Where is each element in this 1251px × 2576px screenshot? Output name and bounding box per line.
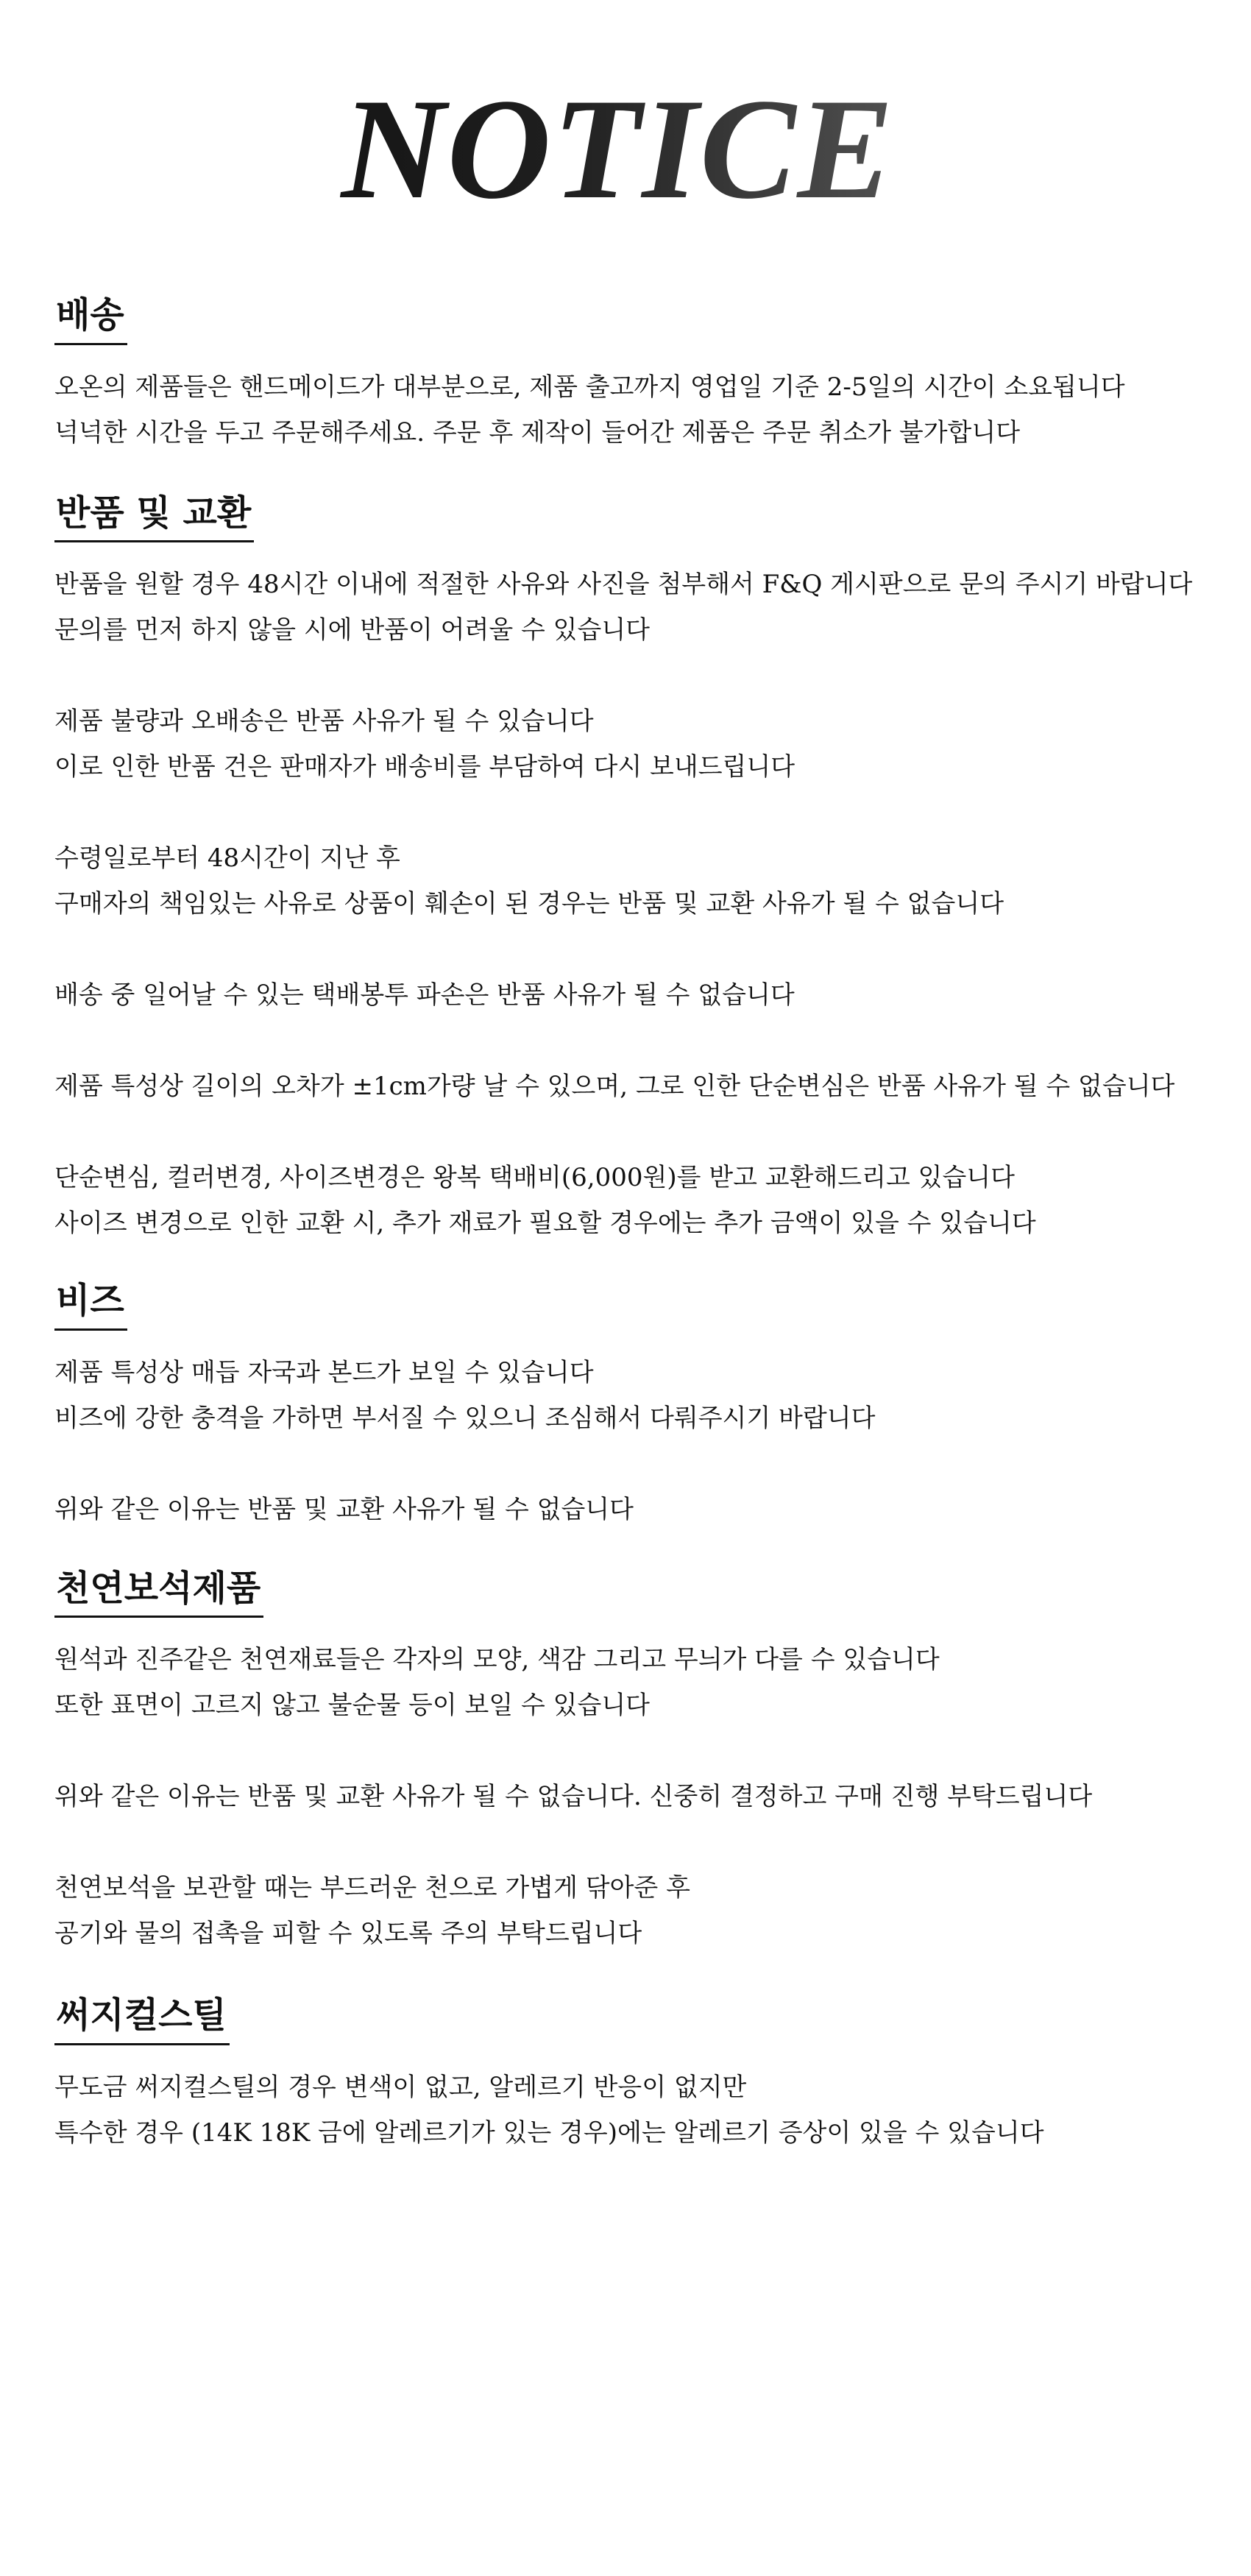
- section-heading-natural-gemstone: 천연보석제품: [54, 1568, 263, 1618]
- text-line: 제품 특성상 길이의 오차가 ±1cm가량 날 수 있으며, 그로 인한 단순변심은 반품 사유가 될 수 없습니다: [54, 1072, 1175, 1102]
- text-line: 문의를 먼저 하지 않을 시에 반품이 어려울 수 있습니다: [54, 615, 651, 645]
- text-line: 또한 표면이 고르지 않고 불순물 등이 보일 수 있습니다: [54, 1691, 651, 1721]
- paragraph: [54, 562, 1217, 653]
- text-line: 천연보석을 보관할 때는 부드러운 천으로 가볍게 닦아준 후: [54, 1873, 690, 1903]
- paragraph: [54, 1637, 1217, 1728]
- text-line: 제품 불량과 오배송은 반품 사유가 될 수 있습니다: [54, 707, 594, 737]
- section-heading-return-exchange: 반품 및 교환: [54, 492, 254, 543]
- paragraph: [54, 1155, 1217, 1246]
- text-line: 제품 특성상 매듭 자국과 본드가 보일 수 있습니다: [54, 1357, 594, 1387]
- paragraph: [54, 972, 1217, 1018]
- paragraph: [54, 2064, 1217, 2156]
- section-surgical-steel: [54, 1995, 1217, 2156]
- section-return-exchange: [54, 492, 1217, 1247]
- text-line: 비즈에 강한 충격을 가하면 부서질 수 있으니 조심해서 다뤄주시기 바랍니다: [54, 1403, 876, 1433]
- section-beads: [54, 1280, 1217, 1532]
- text-line: 사이즈 변경으로 인한 교환 시, 추가 재료가 필요할 경우에는 추가 금액이 있을 수 있습니다: [54, 1209, 1036, 1239]
- text-line: 넉넉한 시간을 두고 주문해주세요. 주문 후 제작이 들어간 제품은 주문 취소가 불가합니다: [54, 417, 1021, 447]
- text-line: 단순변심, 컬러변경, 사이즈변경은 왕복 택배비(6,000원)를 받고 교환해드리고 있습니다: [54, 1163, 1015, 1193]
- text-line: 오온의 제품들은 핸드메이드가 대부분으로, 제품 출고까지 영업일 기준 2-5일의 시간이 소요됩니다: [54, 372, 1125, 402]
- paragraph: [54, 1487, 1217, 1532]
- text-line: 반품을 원할 경우 48시간 이내에 적절한 사유와 사진을 첨부해서 F&Q 게시판으로 문의 주시기 바랍니다: [54, 570, 1193, 600]
- text-line: 특수한 경우 (14K 18K 금에 알레르기가 있는 경우)에는 알레르기 증상이 있을 수 있습니다: [54, 2117, 1044, 2148]
- paragraph: [54, 835, 1217, 927]
- section-heading-beads: 비즈: [54, 1280, 127, 1331]
- text-line: 위와 같은 이유는 반품 및 교환 사유가 될 수 없습니다: [54, 1494, 634, 1524]
- notice-title: NOTICE: [0, 77, 1244, 222]
- text-line: 이로 인한 반품 건은 판매자가 배송비를 부담하여 다시 보내드립니다: [54, 752, 795, 782]
- text-line: 공기와 물의 접촉을 피할 수 있도록 주의 부탁드립니다: [54, 1919, 642, 1949]
- paragraph: [54, 698, 1217, 790]
- section-natural-gemstone: [54, 1568, 1217, 1957]
- section-heading-shipping: 배송: [54, 294, 127, 345]
- paragraph: [54, 1774, 1217, 1819]
- text-line: 수령일로부터 48시간이 지난 후: [54, 843, 400, 874]
- text-line: 원석과 진주같은 천연재료들은 각자의 모양, 색감 그리고 무늬가 다를 수 있습니다: [54, 1645, 940, 1675]
- paragraph: [54, 1350, 1217, 1441]
- paragraph: [54, 1865, 1217, 1956]
- text-line: 무도금 써지컬스틸의 경우 변색이 없고, 알레르기 반응이 없지만: [54, 2072, 747, 2102]
- text-line: 위와 같은 이유는 반품 및 교환 사유가 될 수 없습니다. 신중히 결정하고 구매 진행 부탁드립니다: [54, 1782, 1093, 1812]
- paragraph: [54, 1064, 1217, 1109]
- notice-content: [54, 294, 1217, 2156]
- section-shipping: [54, 294, 1217, 456]
- section-heading-surgical-steel: 써지컬스틸: [54, 1995, 230, 2045]
- paragraph: [54, 364, 1217, 456]
- text-line: 배송 중 일어날 수 있는 택배봉투 파손은 반품 사유가 될 수 없습니다: [54, 980, 795, 1011]
- text-line: 구매자의 책임있는 사유로 상품이 훼손이 된 경우는 반품 및 교환 사유가 될 수 없습니다: [54, 889, 1004, 919]
